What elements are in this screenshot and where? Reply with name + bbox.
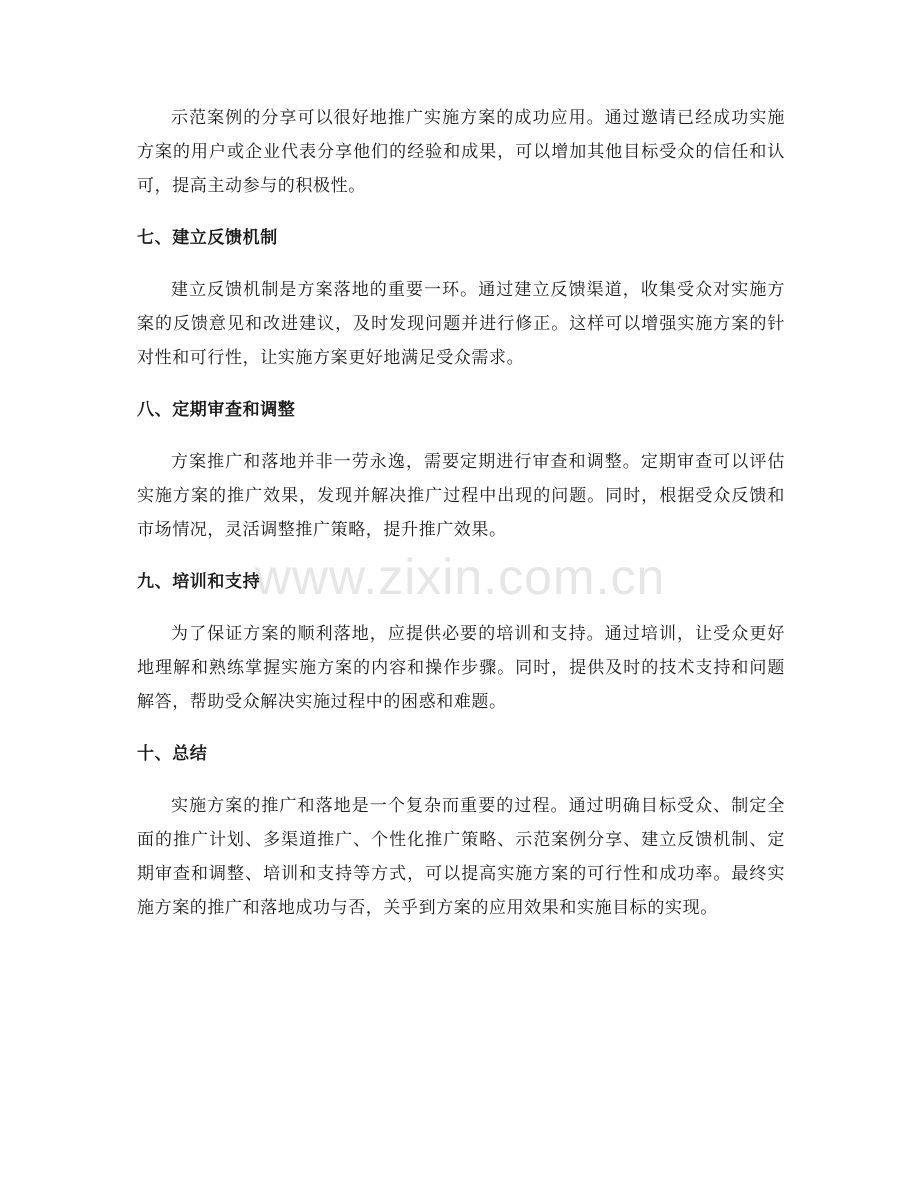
paragraph-feedback: 建立反馈机制是方案落地的重要一环。通过建立反馈渠道，收集受众对实施方案的反馈意见和改进建议，及时发现问题并进行修正。这样可以增强实施方案的针对性和可行性，让实施方案更好地满足受众需求。 xyxy=(137,280,785,368)
watermark: www.zixin.com.cn xyxy=(254,549,666,605)
section-heading-training: 九、培训和支持 xyxy=(137,572,261,592)
document-body xyxy=(137,101,785,925)
section-heading-summary: 十、总结 xyxy=(137,744,208,764)
paragraph-summary: 实施方案的推广和落地是一个复杂而重要的过程。通过明确目标受众、制定全面的推广计划、多渠道推广、个性化推广策略、示范案例分享、建立反馈机制、定期审查和调整、培训和支持等方式，可以提高实施方案的可行性和成功率。最终实施方案的推广和落地成功与否，关乎到方案的应用效果和实施目标的实现。 xyxy=(137,796,785,918)
section-heading-feedback: 七、建立反馈机制 xyxy=(137,228,278,248)
paragraph-training: 为了保证方案的顺利落地，应提供必要的培训和支持。通过培训，让受众更好地理解和熟练掌握实施方案的内容和操作步骤。同时，提供及时的技术支持和问题解答，帮助受众解决实施过程中的困惑和难题。 xyxy=(137,624,785,712)
paragraph-demo-cases: 示范案例的分享可以很好地推广实施方案的成功应用。通过邀请已经成功实施方案的用户或企业代表分享他们的经验和成果，可以增加其他目标受众的信任和认可，提高主动参与的积极性。 xyxy=(137,108,785,196)
paragraph-review: 方案推广和落地并非一劳永逸，需要定期进行审查和调整。定期审查可以评估实施方案的推广效果，发现并解决推广过程中出现的问题。同时，根据受众反馈和市场情况，灵活调整推广策略，提升推广效果。 xyxy=(137,452,785,540)
section-heading-review: 八、定期审查和调整 xyxy=(137,400,296,420)
